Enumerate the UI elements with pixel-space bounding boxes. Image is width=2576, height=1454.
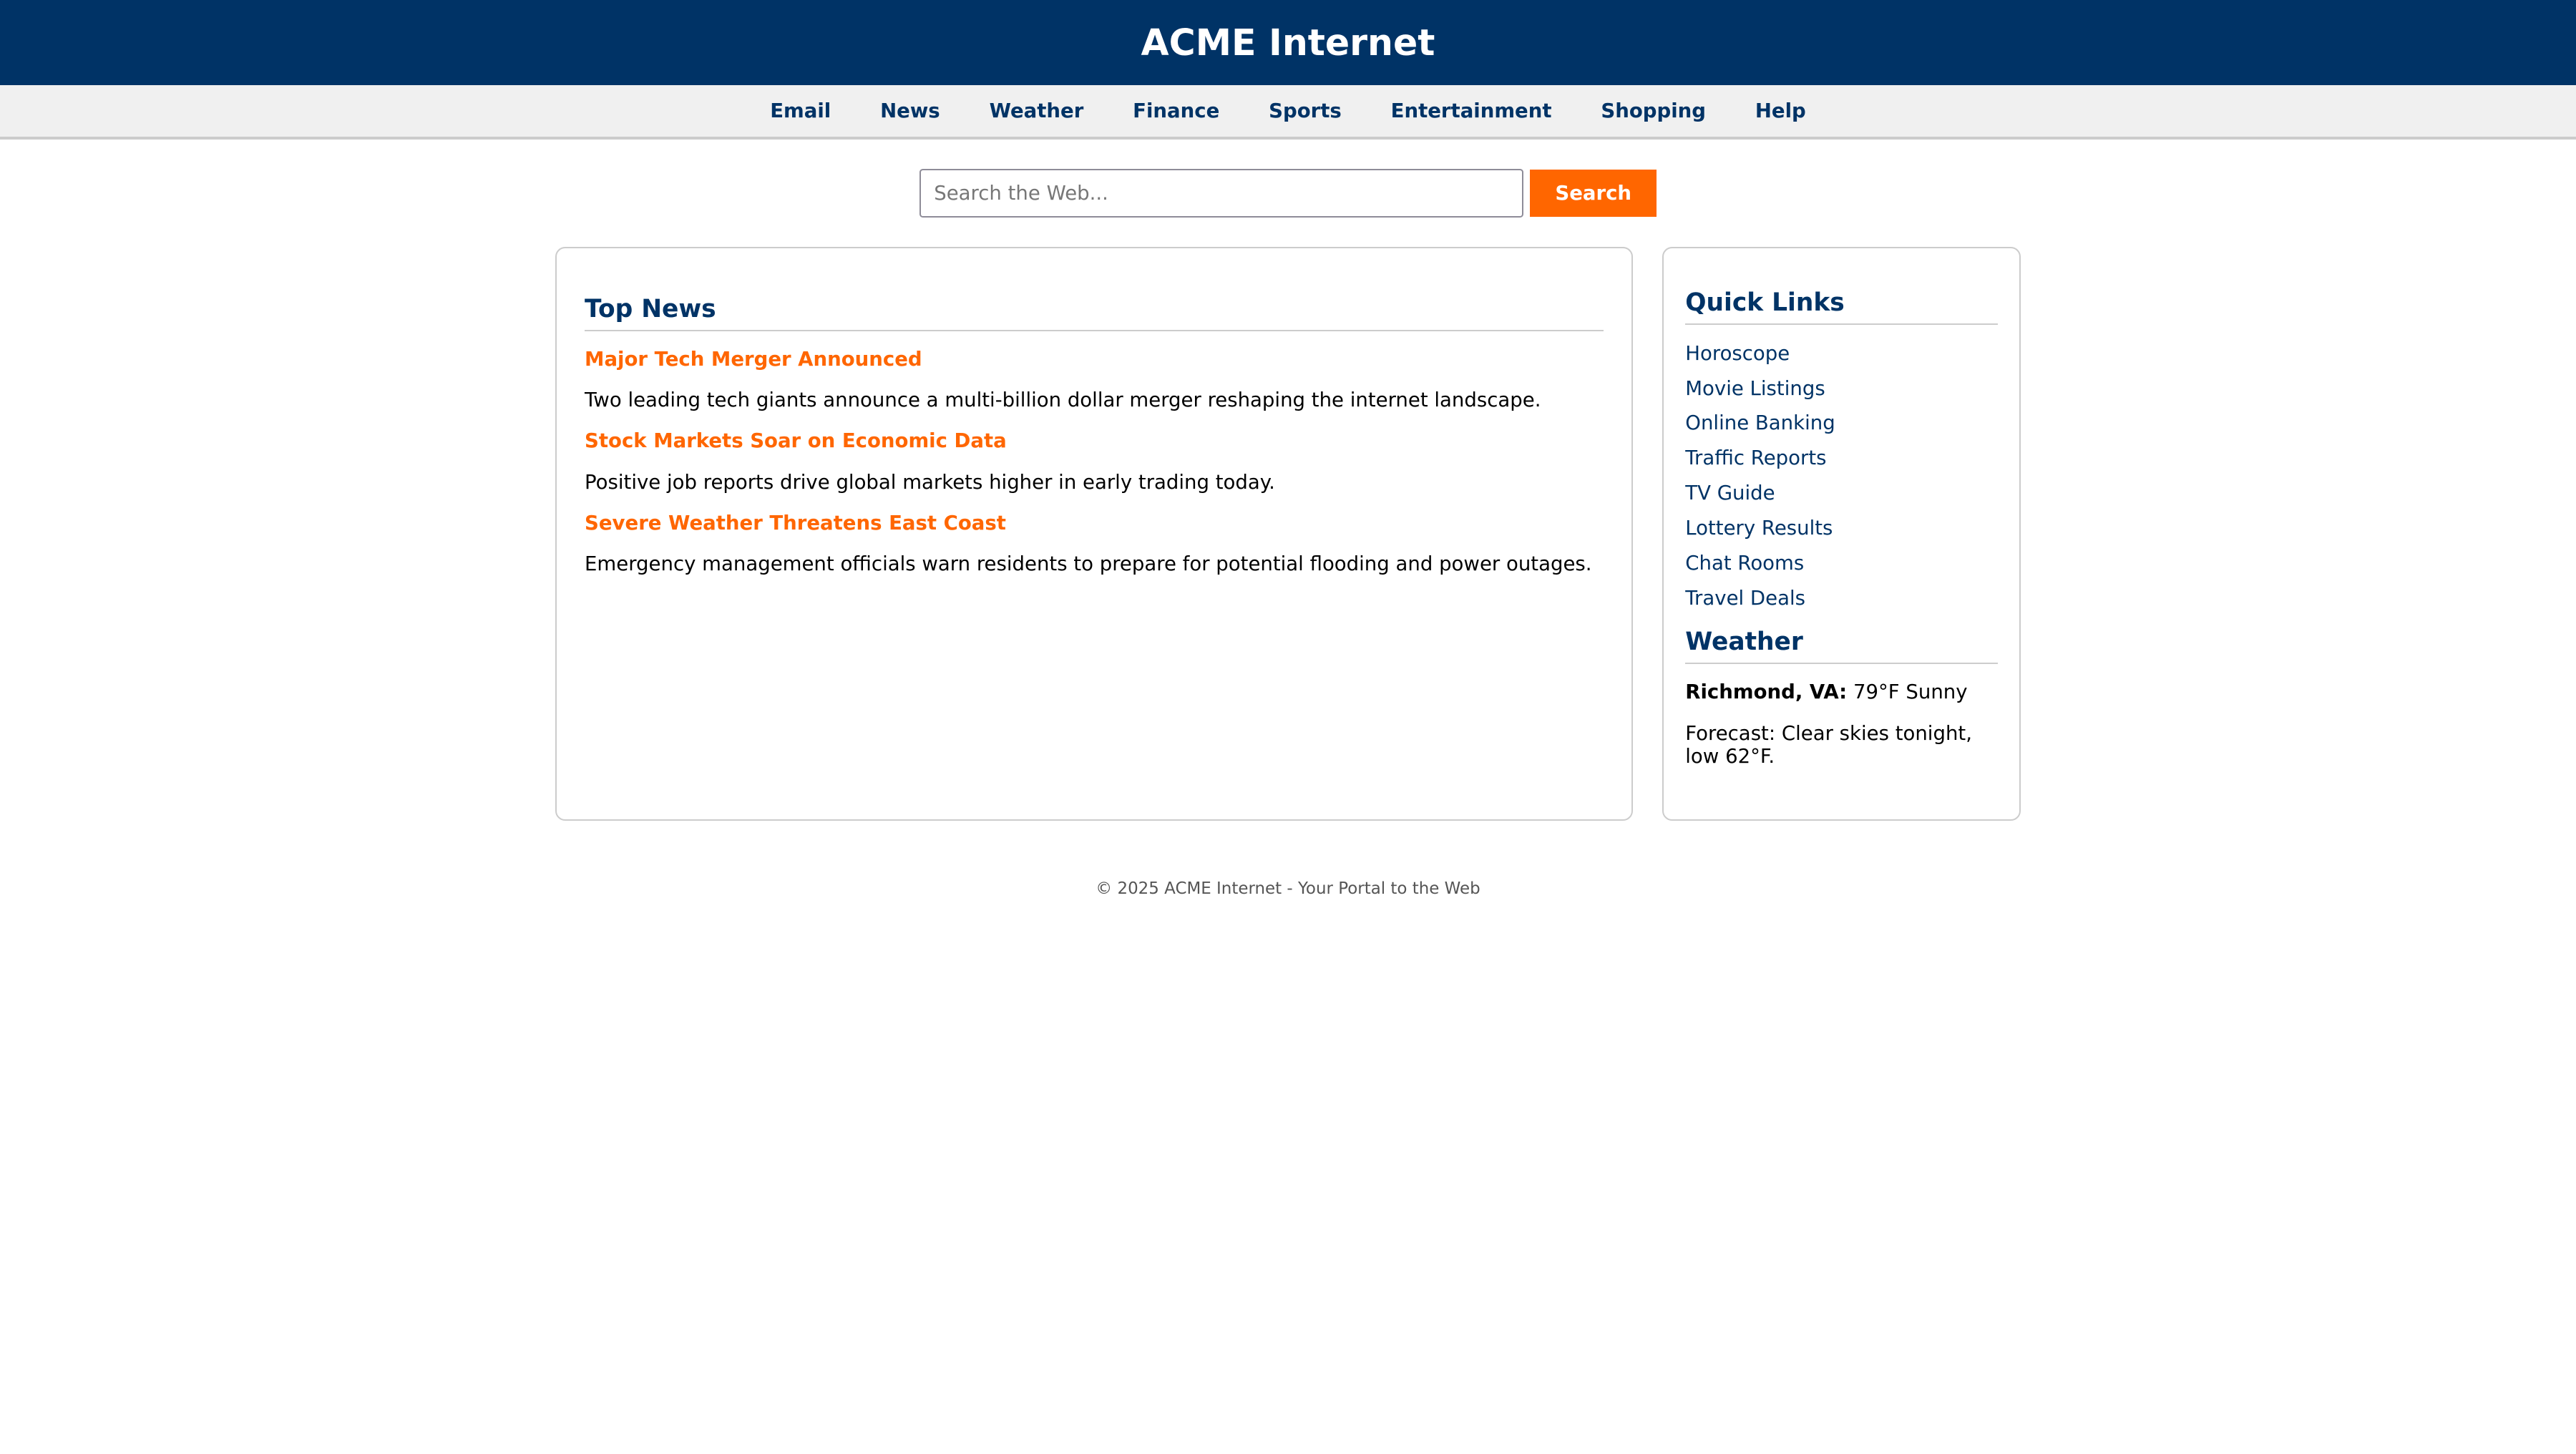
top-news-heading: Top News [585, 295, 1604, 331]
weather-current [1685, 680, 1998, 703]
news-summary: Two leading tech giants announce a multi-billion dollar merger reshaping the internet landscape. [585, 389, 1541, 412]
top-news-panel [555, 247, 1633, 820]
weather-forecast: Forecast: Clear skies tonight, low 62°F. [1685, 721, 1972, 768]
quick-links-list [1685, 341, 1998, 611]
nav-entertainment[interactable]: Entertainment [1390, 99, 1552, 122]
quick-link-lottery-results[interactable]: Lottery Results [1685, 517, 1833, 540]
content [0, 247, 2576, 820]
nav-email[interactable]: Email [770, 99, 831, 122]
nav-help[interactable]: Help [1755, 99, 1806, 122]
search-button[interactable]: Search [1530, 170, 1657, 218]
nav-shopping[interactable]: Shopping [1601, 99, 1706, 122]
sidebar [1662, 247, 2021, 820]
nav-news[interactable]: News [880, 99, 940, 122]
search-bar [0, 169, 2576, 218]
weather-conditions: 79°F Sunny [1847, 680, 1968, 704]
footer-text: © 2025 ACME Internet - Your Portal to the Web [1096, 879, 1480, 899]
weather-heading: Weather [1685, 628, 1998, 664]
quick-link-traffic-reports[interactable]: Traffic Reports [1685, 447, 1827, 470]
quick-link-horoscope[interactable]: Horoscope [1685, 341, 1790, 365]
quick-link-movie-listings[interactable]: Movie Listings [1685, 376, 1825, 400]
nav-finance[interactable]: Finance [1133, 99, 1220, 122]
quick-links-heading: Quick Links [1685, 288, 1998, 325]
news-summary: Emergency management officials warn residents to prepare for potential flooding and power outages. [585, 552, 1592, 576]
site-title: ACME Internet [1141, 21, 1435, 64]
search-input[interactable] [919, 169, 1523, 218]
quick-link-travel-deals[interactable]: Travel Deals [1685, 586, 1805, 610]
news-summary: Positive job reports drive global markets higher in early trading today. [585, 470, 1275, 494]
quick-link-online-banking[interactable]: Online Banking [1685, 411, 1835, 435]
nav-sports[interactable]: Sports [1269, 99, 1342, 122]
quick-link-chat-rooms[interactable]: Chat Rooms [1685, 552, 1805, 575]
news-headline-link[interactable]: Severe Weather Threatens East Coast [585, 511, 1006, 535]
main-nav [0, 85, 2576, 139]
nav-weather[interactable]: Weather [989, 99, 1084, 122]
quick-link-tv-guide[interactable]: TV Guide [1685, 482, 1775, 505]
news-headline-link[interactable]: Major Tech Merger Announced [585, 347, 922, 371]
news-headline-link[interactable]: Stock Markets Soar on Economic Data [585, 429, 1007, 453]
site-header [0, 0, 2576, 85]
weather-location: Richmond, VA: [1685, 680, 1848, 704]
